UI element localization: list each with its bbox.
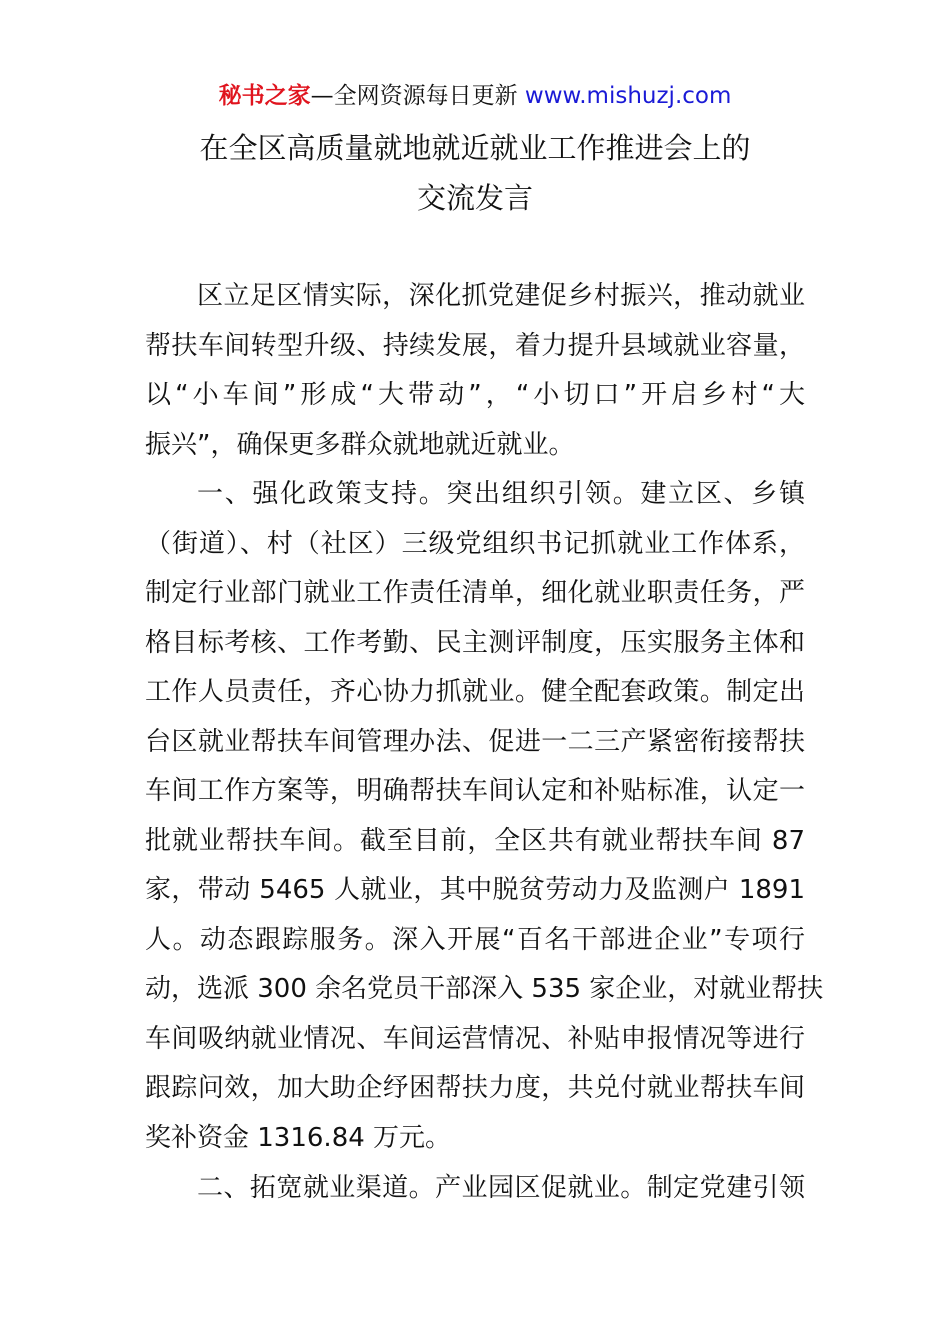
- paragraph-line: 动，选派 300 余名党员干部深入 535 家企业，对就业帮扶: [145, 974, 824, 1004]
- paragraph-line: 奖补资金 1316.84 万元。: [145, 1122, 452, 1153]
- site-url-link[interactable]: www.mishuzj.com: [524, 83, 732, 109]
- paragraph-intro: [145, 272, 805, 470]
- document-title-line-1: 在全区高质量就地就近就业工作推进会上的: [199, 131, 751, 165]
- paragraph-line: 人。动态跟踪服务。深入开展“百名干部进企业”专项行: [145, 924, 805, 955]
- paragraph-line: 二、拓宽就业渠道。产业园区促就业。制定党建引领: [197, 1173, 805, 1203]
- paragraph-line: 制定行业部门就业工作责任清单，细化就业职责任务，严: [145, 578, 805, 608]
- paragraph-line: 跟踪问效，加大助企纾困帮扶力度，共兑付就业帮扶车间: [145, 1073, 805, 1103]
- paragraph-line: 台区就业帮扶车间管理办法、促进一二三产紧密衔接帮扶: [145, 726, 805, 757]
- paragraph-line: 一、强化政策支持。突出组织引领。建立区、乡镇: [197, 479, 805, 509]
- paragraph-line: 工作人员责任，齐心协力抓就业。健全配套政策。制定出: [145, 677, 805, 707]
- paragraph-line: 振兴”，确保更多群众就地就近就业。: [145, 429, 575, 460]
- paragraph-line: 区立足区情实际，深化抓党建促乡村振兴，推动就业: [197, 281, 805, 311]
- paragraph-line: （街道）、村（社区）三级党组织书记抓就业工作体系，: [145, 528, 805, 559]
- paragraph-line: 帮扶车间转型升级、持续发展，着力提升县域就业容量，: [145, 330, 805, 361]
- header-tagline: —全网资源每日更新: [310, 83, 518, 109]
- paragraph-line: 车间工作方案等，明确帮扶车间认定和补贴标准，认定一: [145, 776, 805, 806]
- paragraph-line: 以“小车间”形成“大带动”，“小切口”开启乡村“大: [145, 380, 805, 410]
- site-header-banner: [0, 80, 950, 112]
- paragraph-employment-channels: [145, 1164, 805, 1214]
- brand-name: 秘书之家: [218, 83, 311, 109]
- paragraph-line: 车间吸纳就业情况、车间运营情况、补贴申报情况等进行: [145, 1023, 805, 1054]
- paragraph-line: 批就业帮扶车间。截至目前，全区共有就业帮扶车间 87: [145, 825, 805, 856]
- paragraph-policy-support: [145, 470, 824, 1163]
- paragraph-line: 格目标考核、工作考勤、民主测评制度，压实服务主体和: [145, 627, 805, 658]
- document-title-line-2: 交流发言: [416, 181, 533, 215]
- paragraph-line: 家，带动 5465 人就业，其中脱贫劳动力及监测户 1891: [145, 875, 805, 905]
